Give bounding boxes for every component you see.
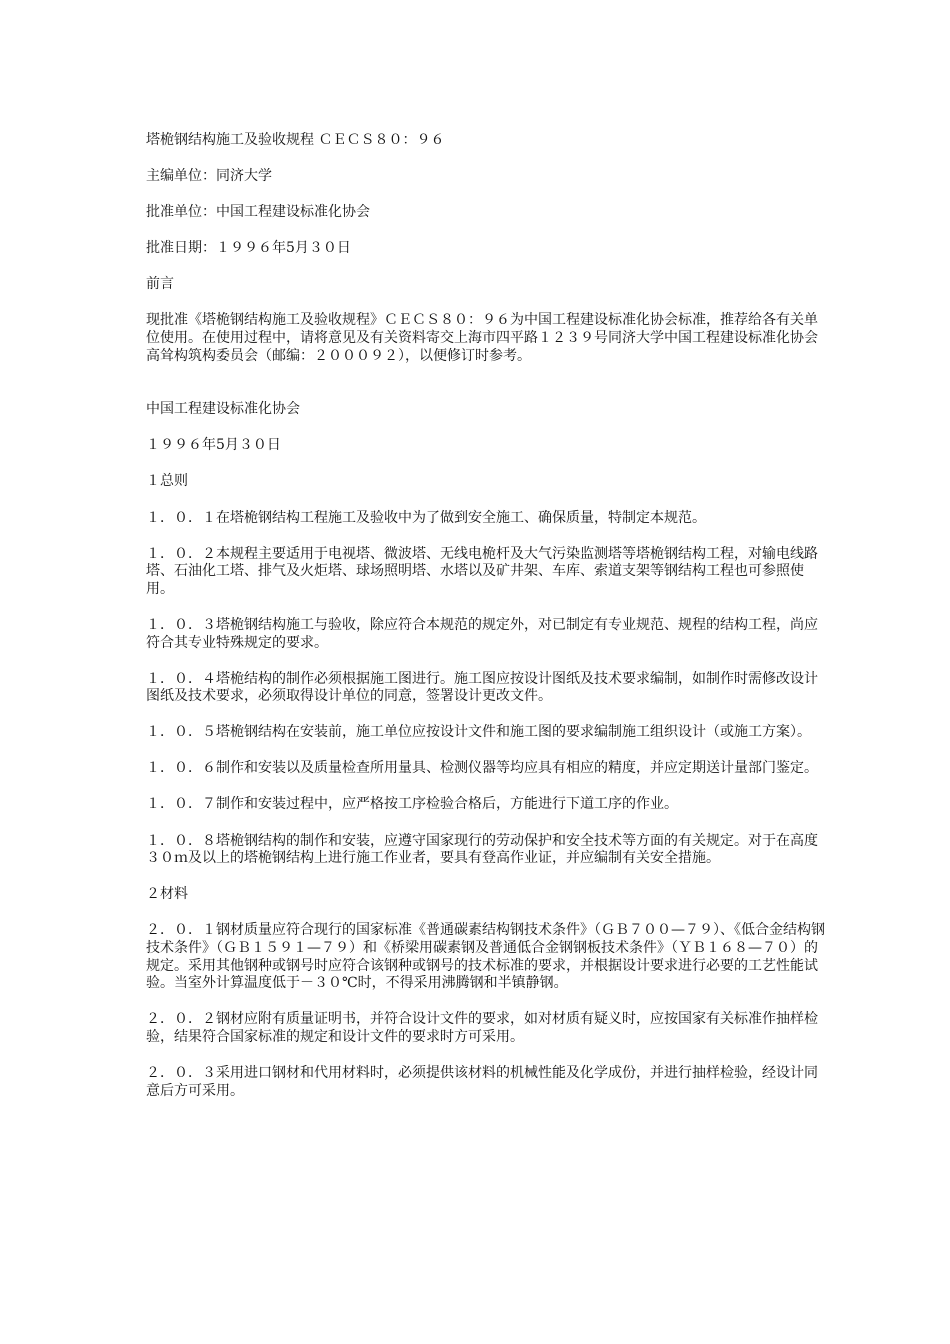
clause-1-0-1: １．０．１在塔桅钢结构工程施工及验收中为了做到安全施工、确保质量，特制定本规范。	[146, 509, 706, 526]
document-title: 塔桅钢结构施工及验收规程 ＣＥＣＳ８０：９６	[146, 132, 445, 148]
clause-2-0-1: ２．０．１钢材质量应符合现行的国家标准《普通碳素结构钢技术条件》（ＧＢ７００—７９）、《低合金结构钢技术条件》（ＧＢ１５９１—７９）和《桥梁用碳素钢及普通低合金钢钢板技术条件》（ＹＢ１６８—７０）的规定。采用其他钢种或钢号时应符合该钢种或钢号的技术标准的要求，并根据设计要求进行必要的工艺性能试验。当室外计算温度低于－３０℃时，不得采用沸腾钢和半镇静钢。	[146, 922, 825, 992]
clause-1-0-2: １．０．２本规程主要适用于电视塔、微波塔、无线电桅杆及大气污染监测塔等塔桅钢结构工程，对输电线路塔、石油化工塔、排气及火炬塔、球场照明塔、水塔以及矿井架、车库、索道支架等钢结构工程也可参照使用。	[146, 545, 818, 597]
approval-date: 批准日期：１９９６年5月３０日	[146, 240, 351, 257]
preface-heading: 前言	[146, 276, 174, 293]
editor-unit: 主编单位：同济大学	[146, 168, 272, 185]
document-body	[146, 132, 826, 1119]
clause-1-0-3: １．０．３塔桅钢结构施工与验收，除应符合本规范的规定外，对已制定有专业规范、规程的结构工程，尚应符合其专业特殊规定的要求。	[146, 616, 818, 651]
clause-1-0-5: １．０．５塔桅钢结构在安装前，施工单位应按设计文件和施工图的要求编制施工组织设计（或施工方案）。	[146, 724, 811, 741]
clause-2-0-3: ２．０．３采用进口钢材和代用材料时，必须提供该材料的机械性能及化学成份，并进行抽样检验，经设计同意后方可采用。	[146, 1064, 818, 1099]
clause-1-0-4: １．０．４塔桅结构的制作必须根据施工图进行。施工图应按设计图纸及技术要求编制，如制作时需修改设计图纸及技术要求，必须取得设计单位的同意，签署设计更改文件。	[146, 670, 818, 705]
clause-1-0-7: １．０．７制作和安装过程中，应严格按工序检验合格后，方能进行下道工序的作业。	[146, 796, 678, 813]
signature-date: １９９６年5月３０日	[146, 437, 281, 454]
section-heading-materials: ２材料	[146, 886, 188, 903]
signature-org: 中国工程建设标准化协会	[146, 401, 300, 418]
section-heading-general: １总则	[146, 473, 188, 490]
approver-unit: 批准单位：中国工程建设标准化协会	[146, 204, 370, 221]
clause-1-0-8: １．０．８塔桅钢结构的制作和安装，应遵守国家现行的劳动保护和安全技术等方面的有关规定。对于在高度３０ｍ及以上的塔桅钢结构上进行施工作业者，要具有登高作业证，并应编制有关安全措施。	[146, 832, 818, 867]
clause-1-0-6: １．０．６制作和安装以及质量检查所用量具、检测仪器等均应具有相应的精度，并应定期送计量部门鉴定。	[146, 760, 818, 777]
preface-text: 现批准《塔桅钢结构施工及验收规程》ＣＥＣＳ８０：９６为中国工程建设标准化协会标准，推荐给各有关单位使用。在使用过程中，请将意见及有关资料寄交上海市四平路１２３９号同济大学中国工程建设标准化协会高耸构筑构委员会（邮编：２０００９２），以便修订时参考。	[146, 312, 818, 364]
clause-2-0-2: ２．０．２钢材应附有质量证明书，并符合设计文件的要求，如对材质有疑义时，应按国家有关标准作抽样检验，结果符合国家标准的规定和设计文件的要求时方可采用。	[146, 1011, 818, 1045]
